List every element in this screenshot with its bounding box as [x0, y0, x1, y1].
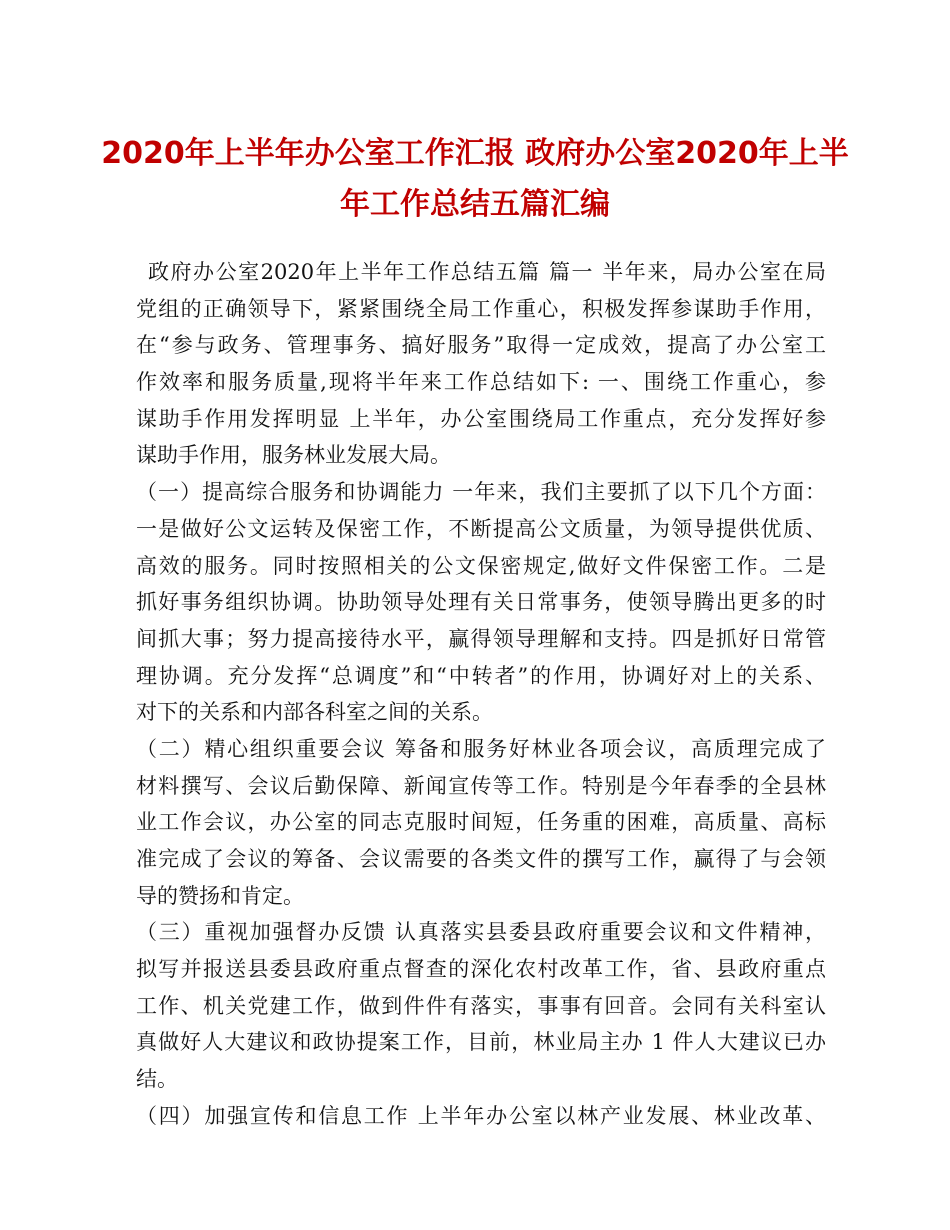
- title-line: 2020年上半年办公室工作汇报 政府办公室2020年上半: [101, 136, 849, 171]
- body-line: 间抓大事；努力提高接待水平，赢得领导理解和支持。四是抓好日常管: [136, 626, 826, 651]
- document-title: [100, 128, 850, 230]
- body-line: 理协调。充分发挥“总调度”和“中转者”的作用，协调好对上的关系、: [136, 663, 826, 688]
- body-line: 政府办公室2020年上半年工作总结五篇 篇一 半年来，局办公室在局: [148, 260, 826, 284]
- body-line: 导的赞扬和肯定。: [136, 883, 304, 908]
- body-line: 准完成了会议的筹备、会议需要的各类文件的撰写工作，赢得了与会领: [136, 847, 826, 871]
- body-line: 作效率和服务质量,现将半年来工作总结如下: 一、围绕工作重心，参: [136, 370, 826, 395]
- body-line: （一）提高综合服务和协调能力 一年来，我们主要抓了以下几个方面：: [136, 480, 826, 505]
- body-line: 拟写并报送县委县政府重点督查的深化农村改革工作，省、县政府重点: [136, 957, 826, 982]
- body-line: 结。: [136, 1067, 178, 1092]
- title-line: 年工作总结五篇汇编: [340, 187, 610, 222]
- body-line: 业工作会议，办公室的同志克服时间短，任务重的困难，高质量、高标: [136, 810, 826, 835]
- body-line: 谋助手作用发挥明显 上半年，办公室围绕局工作重点，充分发挥好参: [136, 406, 826, 431]
- document-body: [136, 254, 826, 1135]
- body-line: 谋助手作用，服务林业发展大局。: [136, 443, 451, 468]
- body-line: 材料撰写、会议后勤保障、新闻宣传等工作。特别是今年春季的全县林: [136, 773, 826, 798]
- body-line: （二）精心组织重要会议 筹备和服务好林业各项会议，高质理完成了: [136, 736, 826, 761]
- body-line: （四）加强宣传和信息工作 上半年办公室以林产业发展、林业改革、: [136, 1103, 826, 1128]
- body-line: 对下的关系和内部各科室之间的关系。: [136, 700, 493, 725]
- body-line: 真做好人大建议和政协提案工作，目前，林业局主办 1 件人大建议已办: [136, 1030, 826, 1055]
- body-line: 党组的正确领导下，紧紧围绕全局工作重心，积极发挥参谋助手作用，: [136, 296, 826, 321]
- body-line: 一是做好公文运转及保密工作，不断提高公文质量，为领导提供优质、: [136, 516, 826, 541]
- body-line: 在“参与政务、管理事务、搞好服务”取得一定成效，提高了办公室工: [136, 333, 826, 358]
- body-line: （三）重视加强督办反馈 认真落实县委县政府重要会议和文件精神，: [136, 920, 826, 945]
- body-line: 抓好事务组织协调。协助领导处理有关日常事务，使领导腾出更多的时: [136, 590, 826, 615]
- body-line: 高效的服务。同时按照相关的公文保密规定,做好文件保密工作。二是: [136, 553, 826, 578]
- body-line: 工作、机关党建工作，做到件件有落实，事事有回音。会同有关科室认: [136, 993, 826, 1018]
